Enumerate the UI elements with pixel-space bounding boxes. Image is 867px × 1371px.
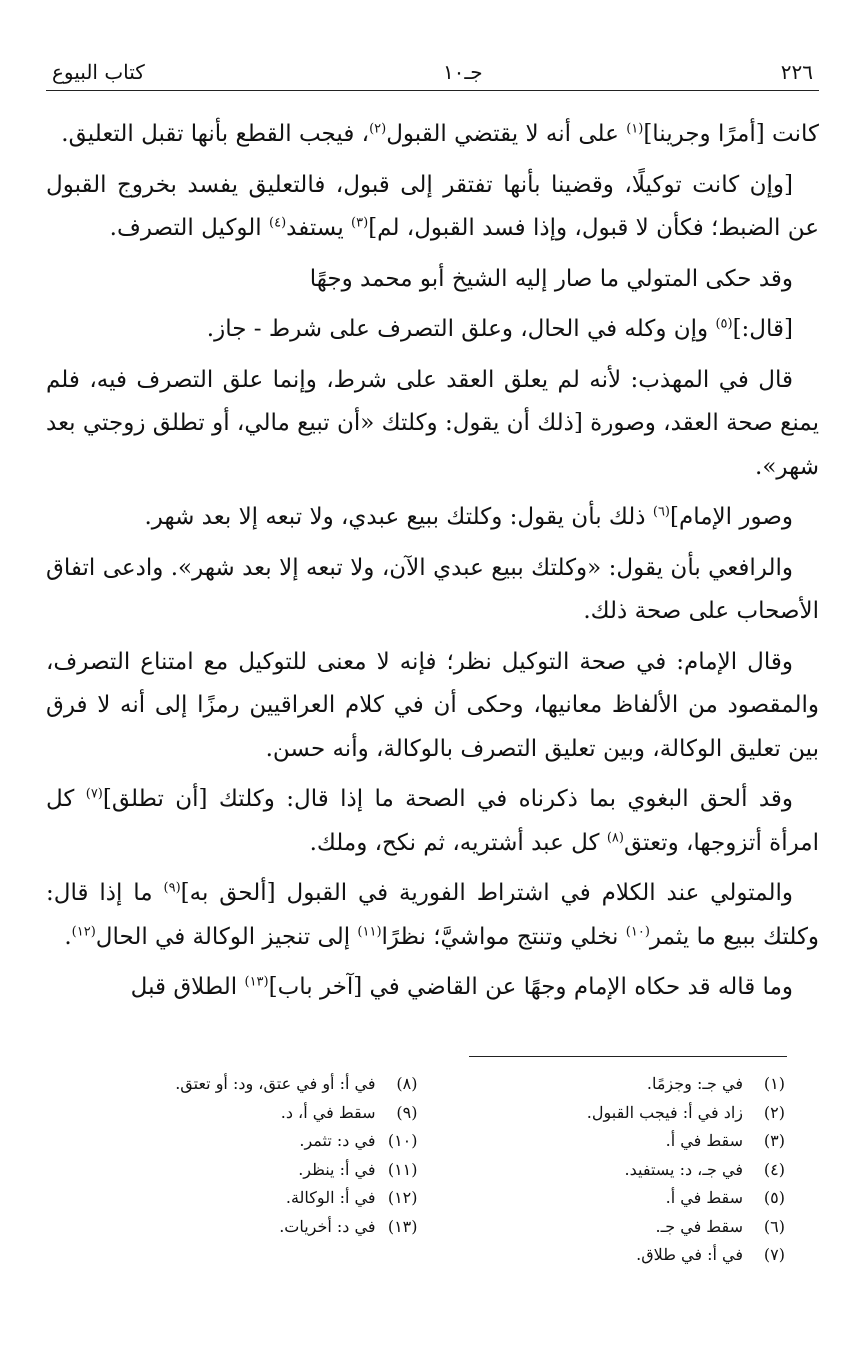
text-segment: [قال:] bbox=[732, 316, 793, 342]
text-segment: وما قاله قد حكاه الإمام وجهًا عن القاضي في [آخر باب] bbox=[268, 974, 793, 1000]
text-segment: وقد حكى المتولي ما صار إليه الشيخ أبو محمد وجهًا bbox=[309, 265, 793, 292]
paragraph bbox=[46, 258, 819, 302]
footnote-item bbox=[110, 1156, 418, 1185]
text-segment: قال في المهذب: لأنه لم يعلق العقد على شرط، وإنما علق التصرف فيه، فلم يمنع صحة العقد، وصورة [ذلك أن يقول: وكلتك «أن تبيع مالي، أو تطلق زوجتي بعد شهر». bbox=[46, 366, 819, 480]
footnote-text: سقط في أ. bbox=[665, 1131, 743, 1150]
footnote-marker: (١١) bbox=[357, 923, 382, 939]
footnote-marker: (٥) bbox=[715, 316, 733, 332]
volume-label: جـ١٠ bbox=[442, 60, 483, 84]
paragraph bbox=[46, 308, 819, 352]
paragraph bbox=[46, 496, 819, 540]
text-segment: يستفد bbox=[286, 215, 352, 241]
paragraph bbox=[46, 966, 819, 1010]
text-segment: كانت [أمرًا وجرينا] bbox=[643, 121, 819, 147]
footnote-item bbox=[478, 1127, 786, 1156]
footnote-marker: (١٠) bbox=[625, 923, 650, 939]
text-segment: وقال الإمام: في صحة التوكيل نظر؛ فإنه لا معنى للتوكيل مع امتناع التصرف، والمقصود من الألفاظ معانيها، وحكى أن في كلام العراقيين رمزًا إلى أنه لا فرق بين تعليق الوكالة، وبين تعليق التصرف بالوكالة، وأنه حسن. bbox=[46, 648, 819, 762]
footnote-item bbox=[110, 1099, 418, 1128]
text-segment: ذلك بأن يقول: وكلتك ببيع عبدي، ولا تبعه إلا بعد شهر. bbox=[144, 504, 653, 530]
footnote-text: سقط في أ. bbox=[665, 1188, 743, 1207]
running-header bbox=[46, 58, 819, 88]
text-segment: نخلي وتنتج مواشيَّ؛ نظرًا bbox=[381, 923, 626, 950]
footnote-number: (١٣) bbox=[387, 1216, 418, 1236]
footnote-marker: (١) bbox=[626, 121, 644, 137]
book-title: كتاب البيوع bbox=[52, 60, 145, 84]
footnote-separator bbox=[469, 1056, 787, 1057]
footnotes-column-right bbox=[478, 1070, 786, 1270]
text-segment: الطلاق قبل bbox=[130, 974, 245, 1000]
footnote-marker: (١٣) bbox=[244, 974, 269, 990]
text-segment: وصور الإمام] bbox=[670, 504, 793, 530]
footnote-number: (٤) bbox=[763, 1159, 785, 1179]
footnote-number: (٥) bbox=[763, 1188, 785, 1207]
footnote-number: (١١) bbox=[387, 1159, 418, 1179]
footnote-marker: (٩) bbox=[163, 880, 181, 896]
footnote-item bbox=[478, 1213, 786, 1242]
paragraph bbox=[46, 641, 819, 772]
footnote-marker: (٦) bbox=[652, 504, 670, 520]
text-segment: . bbox=[64, 923, 72, 950]
footnote-text: سقط في أ، د. bbox=[280, 1102, 376, 1122]
text-segment: كل عبد أشتريه، ثم نكح، وملك. bbox=[309, 829, 607, 856]
paragraph bbox=[46, 778, 819, 865]
text-segment: [وإن كانت توكيلًا، وقضينا بأنها تفتقر إلى قبول، فالتعليق يفسد بخروج القبول عن الضبط؛ فكأن لا قبول، وإذا فسد القبول، لم] bbox=[46, 171, 819, 241]
footnote-item bbox=[110, 1184, 418, 1213]
footnote-text: في جـ: وجزمًا. bbox=[646, 1074, 743, 1093]
footnote-text: في أ: في طلاق. bbox=[636, 1245, 743, 1264]
paragraph bbox=[46, 872, 819, 959]
footnotes-column-left bbox=[110, 1070, 418, 1270]
paragraph bbox=[46, 164, 819, 251]
footnote-marker: (٧) bbox=[85, 786, 103, 802]
footnote-text: في أ: ينظر. bbox=[298, 1159, 376, 1179]
text-segment: كل امرأة أتزوجها، وتعتق bbox=[46, 786, 819, 856]
footnote-item bbox=[478, 1156, 786, 1185]
footnote-number: (١٢) bbox=[387, 1188, 418, 1207]
footnote-text: في د: أخريات. bbox=[279, 1216, 376, 1236]
footnote-item bbox=[478, 1099, 786, 1128]
text-segment: ما إذا قال: وكلتك ببيع ما يثمر bbox=[46, 880, 819, 950]
footnote-text: سقط في جـ. bbox=[655, 1216, 743, 1236]
footnote-marker: (١٢) bbox=[71, 923, 96, 939]
footnote-number: (٩) bbox=[396, 1102, 418, 1122]
footnote-text: زاد في أ: فيجب القبول. bbox=[586, 1102, 743, 1122]
footnote-text: في د: تثمر. bbox=[299, 1131, 376, 1150]
paragraph bbox=[46, 113, 819, 157]
main-text bbox=[46, 113, 819, 1010]
footnote-item bbox=[110, 1127, 418, 1156]
footnote-marker: (٨) bbox=[606, 829, 624, 845]
page-number: ٢٢٦ bbox=[780, 60, 813, 84]
footnote-number: (١٠) bbox=[387, 1131, 418, 1150]
paragraph bbox=[46, 359, 819, 490]
footnote-text: في جـ، د: يستفيد. bbox=[624, 1159, 743, 1179]
footnote-marker: (٤) bbox=[269, 215, 287, 231]
footnote-number: (٣) bbox=[763, 1131, 785, 1150]
footnote-item bbox=[478, 1184, 786, 1213]
text-segment: الوكيل التصرف. bbox=[109, 215, 270, 241]
footnote-text: في أ: أو في عتق، ود: أو تعتق. bbox=[175, 1074, 376, 1093]
footnote-text: في أ: الوكالة. bbox=[285, 1188, 376, 1207]
footnote-number: (٧) bbox=[763, 1245, 785, 1264]
footnote-item bbox=[110, 1070, 418, 1099]
footnote-number: (١) bbox=[763, 1074, 785, 1093]
text-segment: ، فيجب القطع بأنها تقبل التعليق. bbox=[61, 121, 370, 147]
footnote-item bbox=[110, 1213, 418, 1242]
footnote-number: (٨) bbox=[396, 1074, 418, 1093]
footnote-item bbox=[478, 1070, 786, 1099]
text-segment: وقد ألحق البغوي بما ذكرناه في الصحة ما إذا قال: وكلتك [أن تطلق] bbox=[102, 786, 793, 812]
footnote-marker: (٣) bbox=[351, 215, 369, 231]
header-rule bbox=[46, 90, 819, 91]
footnote-number: (٢) bbox=[763, 1102, 785, 1122]
footnote-number: (٦) bbox=[763, 1216, 785, 1236]
footnote-item bbox=[478, 1241, 786, 1270]
text-segment: والرافعي بأن يقول: «وكلتك ببيع عبدي الآن، ولا تبعه إلا بعد شهر». وادعى اتفاق الأصحاب على صحة ذلك. bbox=[46, 554, 819, 624]
text-segment: والمتولي عند الكلام في اشتراط الفورية في القبول [ألحق به] bbox=[180, 880, 793, 906]
paragraph bbox=[46, 547, 819, 634]
text-segment: على أنه لا يقتضي القبول bbox=[386, 121, 627, 147]
footnotes bbox=[110, 1070, 785, 1270]
footnote-marker: (٢) bbox=[369, 121, 387, 137]
text-segment: إلى تنجيز الوكالة في الحال bbox=[95, 923, 358, 950]
text-segment: وإن وكله في الحال، وعلق التصرف على شرط - جاز. bbox=[206, 316, 716, 342]
